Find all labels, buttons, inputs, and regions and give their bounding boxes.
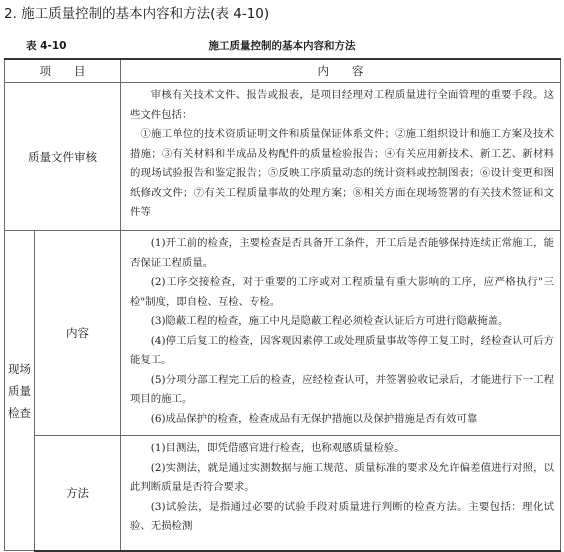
method-paragraph: (2)实测法，就是通过实测数据与施工规范、质量标准的要求及允许偏差值进行对照，以此判断质量是否符合要求。 <box>130 461 554 493</box>
onsite-methods-cell <box>121 436 561 551</box>
section-heading: 2. 施工质量控制的基本内容和方法(表 4-10) <box>4 6 270 22</box>
onsite-content-cell <box>121 231 561 436</box>
table-number: 表 4-10 <box>26 40 67 52</box>
documents-content <box>121 83 561 231</box>
content-paragraph: (3)隐蔽工程的检查，施工中凡是隐蔽工程必须检查认证后方可进行隐蔽掩盖。 <box>150 315 509 327</box>
method-paragraph: (3)试验法，是指通过必要的试验手段对质量进行判断的检查方法。主要包括：理化试验、无损检测 <box>130 500 554 532</box>
sub-label-methods: 方法 <box>35 436 121 551</box>
quality-control-table <box>4 58 561 552</box>
onsite-label-part: 质量 <box>8 383 31 398</box>
method-paragraph: (1)目测法，即凭借感官进行检查，也称观感质量检验。 <box>150 442 405 454</box>
documents-paragraph: ①施工单位的技术资质证明文件和质量保证体系文件；②施工组织设计和施工方案及技术措施；③有关材料和半成品及构配件的质量检验报告；④有关应用新技术、新工艺、新材料的现场试验报告和鉴定报告；⑤反映工序质量动态的统计资料或控制图表；⑥设计变更和图纸修改文件；⑦有关工程质量事故的处理方案；⑧相关方面在现场签署的有关技术签证和文件等 <box>130 128 554 218</box>
content-paragraph: (6)成品保护的检查，检查成品有无保护措施以及保护措施是否有效可靠 <box>150 412 478 425</box>
content-paragraph: (2)工序交接检查，对于重要的工序或对工程质量有重大影响的工序，应严格执行"三检"制度，即自检、互检、专检。 <box>130 276 554 308</box>
content-paragraph: (5)分项分部工程完工后的检查，应经检查认可，并签署验收记录后，才能进行下一工程项目的施工。 <box>130 373 554 405</box>
table-row-documents <box>5 83 561 231</box>
table-header-row <box>5 59 561 83</box>
table-row-onsite-content <box>5 231 561 436</box>
content-paragraph: (4)停工后复工的检查，因客观因素停工或处理质量事故等停工复工时，经检查认可后方能复工。 <box>130 334 554 366</box>
content-paragraph: (1)开工前的检查，主要检查是否具备开工条件，开工后是否能够保持连续正常施工，能否保证工程质量。 <box>130 237 554 269</box>
row-label-onsite <box>5 231 35 551</box>
table-title: 施工质量控制的基本内容和方法 <box>208 40 356 52</box>
table-row-onsite-methods <box>5 436 561 551</box>
sub-label-content: 内容 <box>35 231 121 436</box>
header-item: 项 目 <box>5 59 121 83</box>
onsite-label-part: 现场 <box>8 361 31 376</box>
onsite-label-part: 检查 <box>8 405 31 420</box>
documents-paragraph: 审核有关技术文件、报告或报表，是项目经理对工程质量进行全面管理的重要手段。这些文件包括： <box>130 89 554 121</box>
header-content: 内 容 <box>121 59 561 83</box>
row-label-documents: 质量文件审核 <box>5 83 121 231</box>
